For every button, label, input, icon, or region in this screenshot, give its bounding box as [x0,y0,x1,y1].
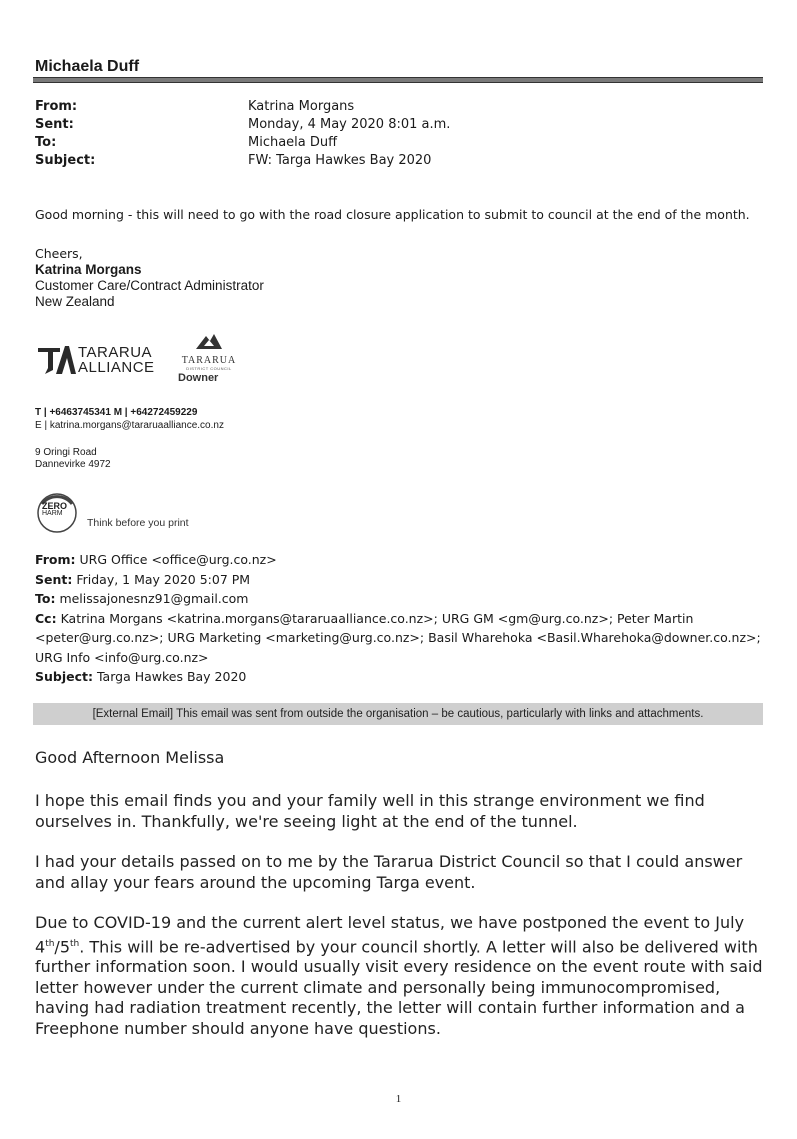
fwd-sent-label: Sent: [35,571,73,587]
council-name: TARARUA [181,355,237,366]
tararua-alliance-wordmark [78,345,155,375]
p1-line-1: I hope this email finds you and your family well in this strange environment we find [35,791,705,810]
fwd-from-value: URG Office <office@urg.co.nz> [79,552,277,567]
think-before-print: Think before you print [87,517,189,529]
p3-sup-b: th [70,938,80,949]
page-number: 1 [395,1093,402,1105]
signature-title: Customer Care/Contract Administrator [35,278,264,293]
contact-email: E | katrina.morgans@tararuaalliance.co.nz [35,420,224,431]
council-subtitle: DISTRICT COUNCIL [186,366,232,371]
fwd-to-value: melissajonesnz91@gmail.com [59,591,249,606]
p3-line-2 [35,934,770,958]
sent-label: Sent: [35,117,74,132]
subject-value: FW: Targa Hawkes Bay 2020 [248,153,432,168]
header-divider [33,77,763,83]
fwd-cc-row-3: URG Info <info@urg.co.nz> [35,649,209,665]
address-line-1: 9 Oringi Road [35,447,97,458]
mailbox-owner-name: Michaela Duff [35,58,140,75]
fwd-subject-row [35,667,775,687]
fwd-to-label: To: [35,591,56,606]
p1-line-2: ourselves in. Thankfully, we're seeing light at the end of the tunnel. [35,811,578,831]
contact-phone: T | +6463745341 M | +64272459229 [35,407,198,418]
p3-line-1: Due to COVID-19 and the current alert level status, we have postponed the event to July [35,913,745,932]
fwd-cc-value-1: Katrina Morgans <katrina.morgans@tararuaalliance.co.nz>; URG GM <gm@urg.co.nz>; Peter Martin [60,610,694,626]
to-label: To: [35,135,57,150]
from-value: Katrina Morgans [248,99,355,114]
fwd-cc-row-2: <peter@urg.co.nz>; URG Marketing <marketing@urg.co.nz>; Basil Wharehoka <Basil.Wharehoka@downer.co.nz>; [35,630,761,645]
tararua-alliance-logo-icon [36,342,76,376]
p3-date-b: /5 [54,936,70,956]
top-email-body: Good morning - this will need to go with the road closure application to submit to council at the end of the month. [35,207,750,222]
harm-text: HARM [42,510,63,517]
zero-text: ZERO [42,501,68,511]
address-line-2: Dannevirke 4972 [35,459,111,470]
downer-logo: Downer [178,372,219,384]
letter-paragraph-3 [35,913,770,1039]
mountain-icon [194,332,224,350]
p3-sup-a: th [45,938,55,949]
p3-line-4: letter however under the current climate and personally being immunocompromised, [35,977,721,997]
subject-label: Subject: [35,153,96,168]
zero-harm-logo [34,490,80,541]
signature-name: Katrina Morgans [35,262,142,277]
letter-paragraph-2 [35,852,770,893]
sent-value: Monday, 4 May 2020 8:01 a.m. [248,117,451,132]
to-value: Michaela Duff [248,135,338,150]
letter-salutation: Good Afternoon Melissa [35,748,225,767]
forwarded-header [35,550,775,687]
logo-line-2: ALLIANCE [78,359,155,376]
p3-line-6: Freephone number should anyone have questions. [35,1018,441,1038]
fwd-from-label: From: [35,552,76,567]
fwd-subject-value: Targa Hawkes Bay 2020 [96,669,247,684]
signature-block [35,246,264,310]
logo-line-1: TARARUA [78,344,153,361]
signature-country: New Zealand [35,294,115,309]
signature-greeting: Cheers, [35,246,83,261]
p3-date-a: 4 [35,936,46,956]
council-logo [174,332,244,371]
fwd-sent-row [35,570,775,590]
fwd-cc-row [35,609,775,629]
p3-line-2-rest: . This will be re-advertised by your council shortly. A letter will also be delivered with [79,936,758,956]
p2-line-1: I had your details passed on to me by the Tararua District Council so that I could answer [35,852,743,871]
fwd-subject-label: Subject: [35,669,93,684]
from-label: From: [35,99,78,114]
fwd-sent-value: Friday, 1 May 2020 5:07 PM [76,571,251,587]
fwd-from-row [35,550,775,570]
p3-line-3: further information soon. I would usually visit every residence on the event route with said [35,957,763,977]
letter-paragraph-1 [35,791,770,832]
fwd-cc-label: Cc: [35,610,57,626]
p3-line-5: having had radiation treatment recently, the letter will contain further information and a [35,998,745,1018]
p2-line-2: and allay your fears around the upcoming Targa event. [35,872,476,892]
external-email-banner: [External Email] This email was sent from outside the organisation – be cautious, particularly with links and attachments. [33,703,763,725]
fwd-to-row [35,589,775,609]
